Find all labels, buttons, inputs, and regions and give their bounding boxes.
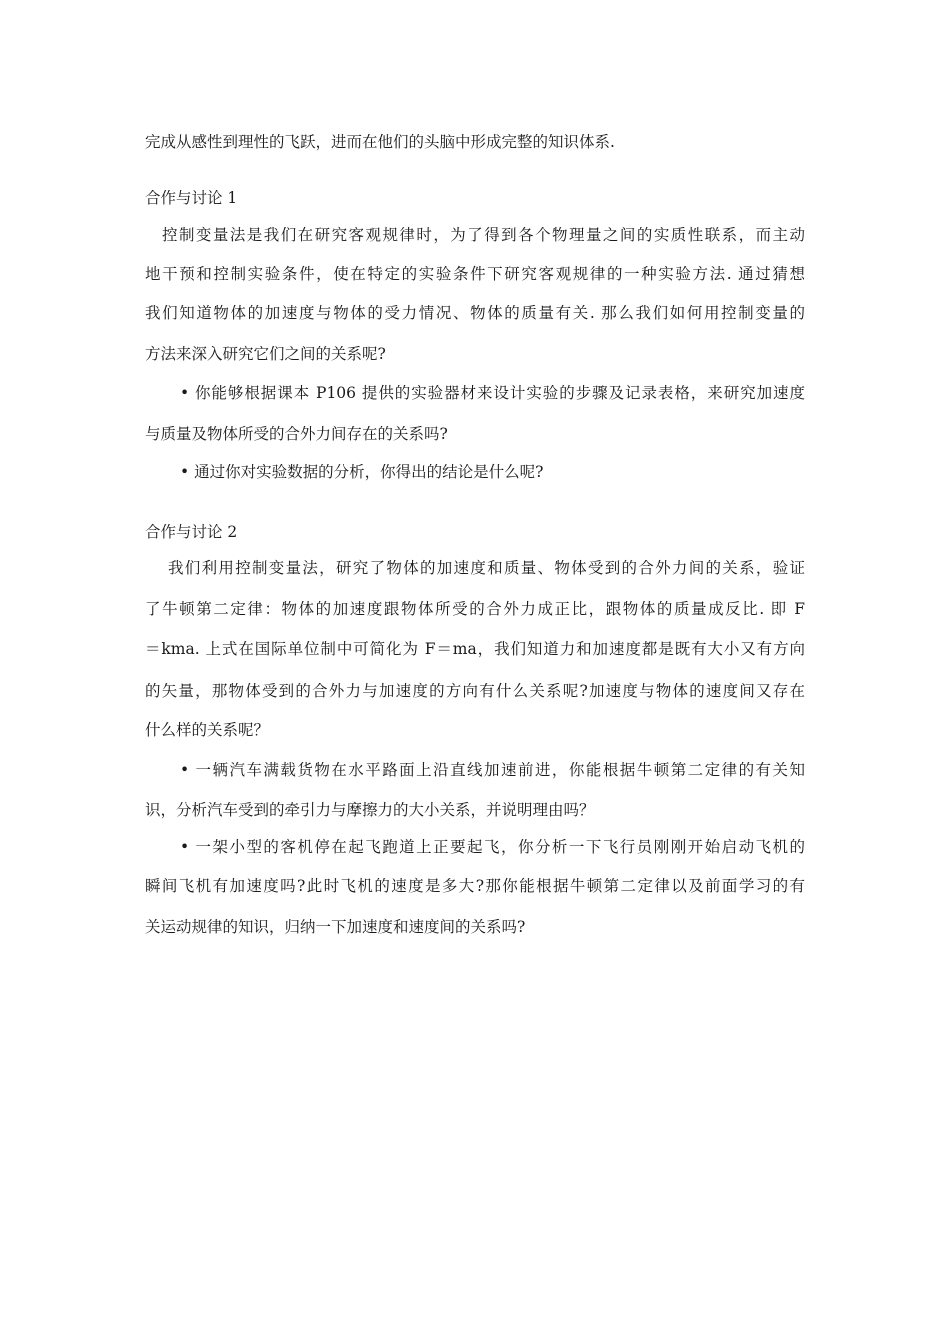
- section2-bullet1-line: 识，分析汽车受到的牵引力与摩擦力的大小关系，并说明理由吗？: [145, 801, 595, 819]
- section1-paragraph-line: 方法来深入研究它们之间的关系呢?: [145, 345, 386, 363]
- intro-text-line: 完成从感性到理性的飞跃，进而在他们的头脑中形成完整的知识体系.: [145, 133, 615, 151]
- section1-bullet2-line: • 通过你对实验数据的分析，你得出的结论是什么呢?: [180, 463, 544, 481]
- section2-paragraph-line: 什么样的关系呢？: [145, 721, 270, 739]
- section2-bullet2-line: 瞬间飞机有加速度吗?此时飞机的速度是多大?那你能根据牛顿第二定律以及前面学习的有: [145, 877, 805, 895]
- section2-heading: 合作与讨论 2: [145, 523, 238, 541]
- section1-heading: 合作与讨论 1: [145, 189, 238, 207]
- section2-bullet1-line: • 一辆汽车满载货物在水平路面上沿直线加速前进，你能根据牛顿第二定律的有关知: [180, 761, 805, 779]
- section1-bullet1-line: • 你能够根据课本 P106 提供的实验器材来设计实验的步骤及记录表格，来研究加速度: [180, 384, 805, 402]
- section2-paragraph-line: 我们利用控制变量法，研究了物体的加速度和质量、物体受到的合外力间的关系，验证: [168, 559, 805, 577]
- section1-bullet1-line: 与质量及物体所受的合外力间存在的关系吗?: [145, 425, 448, 443]
- section2-paragraph-line: ＝kma. 上式在国际单位制中可简化为 F＝ma，我们知道力和加速度都是既有大小又有方向: [145, 640, 805, 658]
- section1-paragraph-line: 我们知道物体的加速度与物体的受力情况、物体的质量有关. 那么我们如何用控制变量的: [145, 304, 805, 322]
- section1-paragraph-line: 控制变量法是我们在研究客观规律时，为了得到各个物理量之间的实质性联系，而主动: [162, 226, 805, 244]
- section1-paragraph-line: 地干预和控制实验条件，使在特定的实验条件下研究客观规律的一种实验方法. 通过猜想: [145, 265, 805, 283]
- section2-bullet2-line: • 一架小型的客机停在起飞跑道上正要起飞，你分析一下飞行员刚刚开始启动飞机的: [180, 838, 805, 856]
- section2-bullet2-line: 关运动规律的知识，归纳一下加速度和速度间的关系吗?: [145, 918, 526, 936]
- section2-paragraph-line: 的矢量，那物体受到的合外力与加速度的方向有什么关系呢?加速度与物体的速度间又存在: [145, 682, 805, 700]
- section2-paragraph-line: 了牛顿第二定律：物体的加速度跟物体所受的合外力成正比，跟物体的质量成反比. 即 F: [145, 600, 805, 618]
